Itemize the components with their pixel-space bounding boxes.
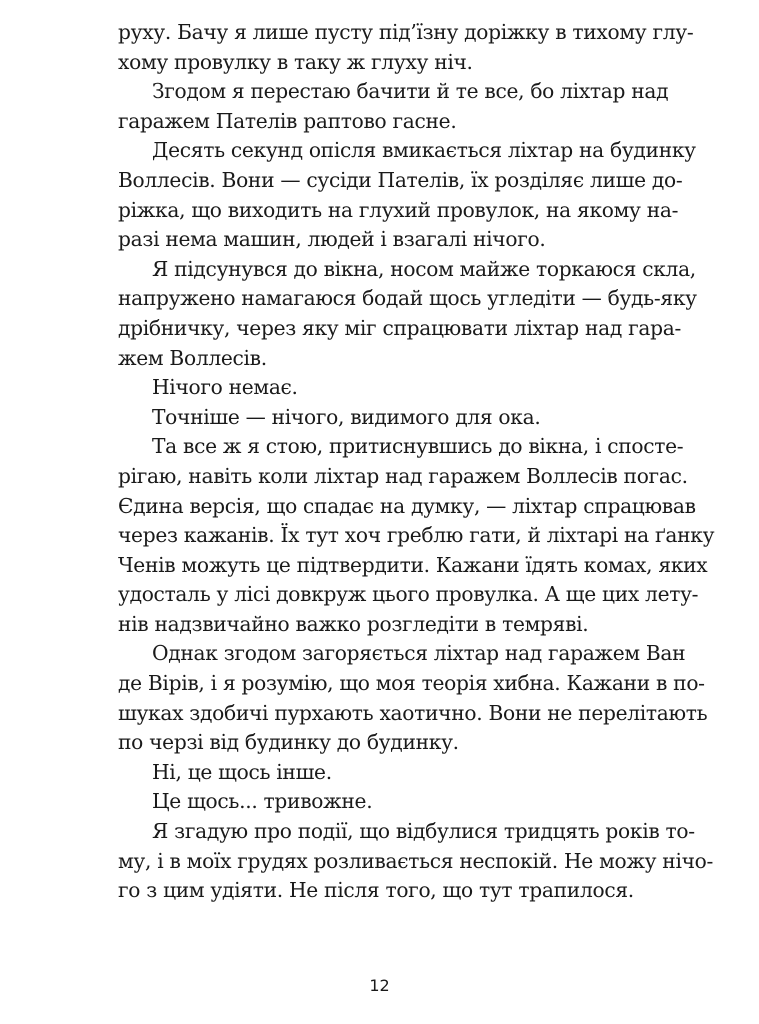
text-line: напружено намагаюся бодай щось угледіти — будь-яку: [118, 286, 697, 311]
text-line: Однак згодом загоряється ліхтар над гаражем Ван: [152, 641, 686, 666]
text-line: ріжка, що виходить на глухий провулок, на якому на-: [118, 197, 679, 222]
page-body: [118, 18, 715, 906]
text-line: Згодом я перестаю бачити й те все, бо ліхтар над: [152, 79, 669, 104]
text-line: дрібничку, через яку міг спрацювати ліхтар над гара-: [118, 315, 681, 340]
text-line: Та все ж я стою, притиснувшись до вікна, і спосте-: [152, 434, 684, 459]
text-line: через кажанів. Їх тут хоч греблю гати, й ліхтарі на ґанку: [118, 523, 715, 548]
text-line: му, і в моїх грудях розливається неспокій. Не можу нічо-: [118, 848, 714, 873]
text-line: Ні, це щось інше.: [152, 759, 332, 784]
text-line: Воллесів. Вони — сусіди Пателів, їх розділяє лише до-: [118, 167, 683, 192]
text-line: Десять секунд опісля вмикається ліхтар на будинку: [152, 138, 696, 163]
text-line: Єдина версія, що спадає на думку, — ліхтар спрацював: [118, 493, 696, 518]
text-line: Я підсунувся до вікна, носом майже торкаюся скла,: [152, 256, 696, 281]
text-line: удосталь у лісі довкруж цього провулка. А ще цих лету-: [118, 582, 699, 607]
text-line: хому провулку в таку ж глуху ніч.: [118, 49, 473, 74]
text-line: рігаю, навіть коли ліхтар над гаражем Воллесів погас.: [118, 463, 688, 488]
text-line: по черзі від будинку до будинку.: [118, 730, 459, 755]
text-line: гаражем Пателів раптово гасне.: [118, 108, 457, 133]
text-line: Ченів можуть це підтвердити. Кажани їдять комах, яких: [118, 552, 708, 577]
text-line: шуках здобичі пурхають хаотично. Вони не перелітають: [118, 700, 708, 725]
text-line: жем Воллесів.: [118, 345, 267, 370]
text-line: Я згадую про події, що відбулися тридцять років то-: [152, 819, 695, 844]
text-line: де Вірів, і я розумію, що моя теорія хибна. Кажани в по-: [118, 671, 705, 696]
text-line: Нічого немає.: [152, 375, 298, 400]
text-line: Точніше — нічого, видимого для ока.: [152, 404, 541, 429]
text-line: нів надзвичайно важко розгледіти в темряві.: [118, 611, 589, 636]
text-line: разі нема машин, людей і взагалі нічого.: [118, 227, 546, 252]
text-line: руху. Бачу я лише пусту під’їзну доріжку в тихому глу-: [118, 20, 694, 44]
page-number: 12: [369, 976, 390, 995]
text-line: Це щось... тривожне.: [152, 789, 373, 814]
text-line: го з цим удіяти. Не після того, що тут трапилося.: [118, 878, 634, 903]
